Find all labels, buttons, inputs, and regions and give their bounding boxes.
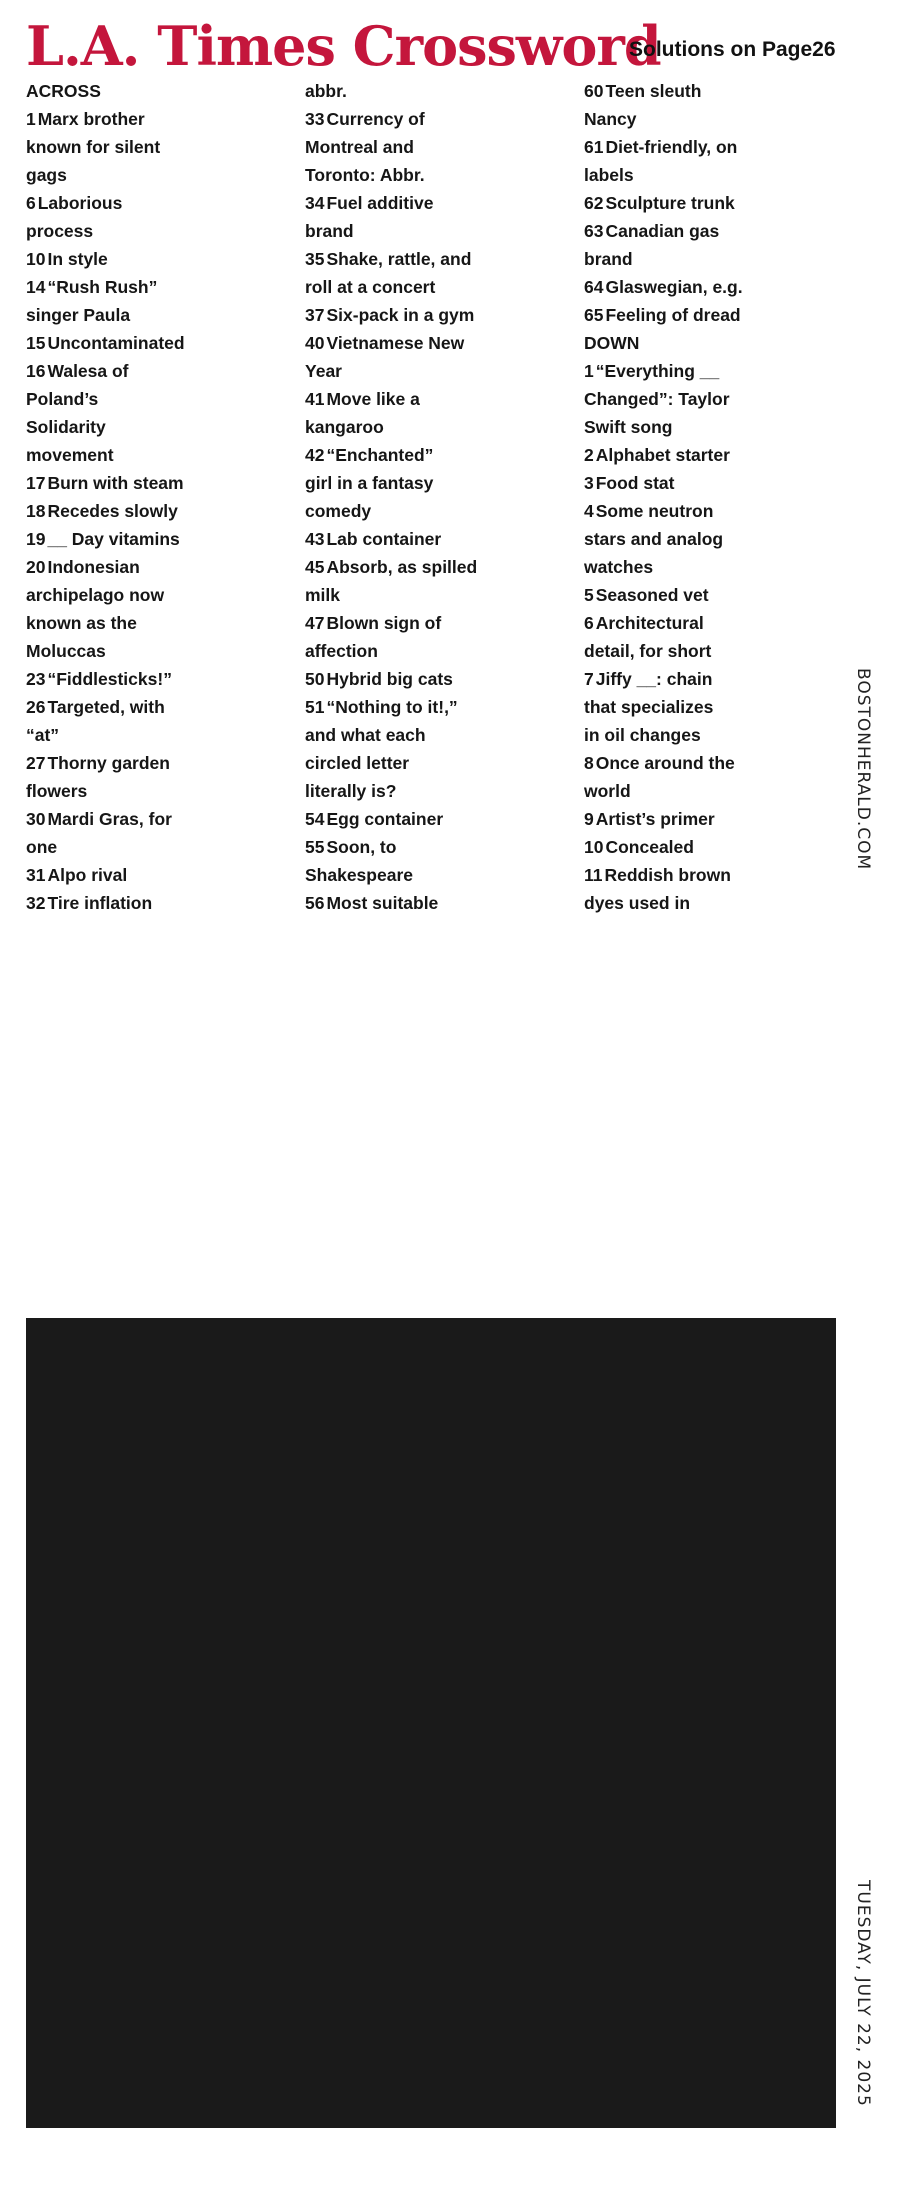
clue-number: 10 [26, 249, 46, 269]
clue-text: abbr. [305, 81, 347, 101]
clue-text: Moluccas [26, 641, 106, 661]
clue-number: 51 [305, 697, 325, 717]
clue-number: 9 [584, 809, 594, 829]
clue-text: Jiffy __: chain [595, 669, 713, 689]
clue-text: Six-pack in a gym [326, 305, 475, 325]
clue-text: Teen sleuth [605, 81, 702, 101]
clue-text: Move like a [326, 389, 420, 409]
clue-text: Toronto: Abbr. [305, 165, 425, 185]
clue-text: Shakespeare [305, 865, 413, 885]
clue-text: literally is? [305, 781, 397, 801]
clue-text: Canadian gas [605, 221, 720, 241]
clue-text: milk [305, 585, 341, 605]
clue-text: Mardi Gras, for [47, 809, 172, 829]
clue-number: 35 [305, 249, 325, 269]
clue-number: 27 [26, 753, 46, 773]
clue-text: Sculpture trunk [605, 193, 735, 213]
clue-text: Artist’s primer [595, 809, 715, 829]
clue-text: dyes used in [584, 893, 691, 913]
clue-text: Once around the [595, 753, 735, 773]
clue-text: brand [305, 221, 354, 241]
clue-text: Walesa of [47, 361, 129, 381]
clue-text: girl in a fantasy [305, 473, 434, 493]
clue-column-1 [26, 77, 286, 917]
clue-number: 1 [584, 361, 594, 381]
clue-number: 31 [26, 865, 46, 885]
clue-number: 34 [305, 193, 325, 213]
clue-text: Uncontaminated [47, 333, 185, 353]
clue-text: Swift song [584, 417, 673, 437]
clue-text: Fuel additive [326, 193, 434, 213]
clue-number: 62 [584, 193, 604, 213]
clue-text: Indonesian [47, 557, 140, 577]
clue-text: Concealed [605, 837, 694, 857]
clue-number: 33 [305, 109, 325, 129]
clue-number: 30 [26, 809, 46, 829]
crossword-grid[interactable] [26, 1318, 836, 2128]
clue-column-3 [584, 77, 844, 917]
clue-text: Poland’s [26, 389, 99, 409]
clue-text: Currency of [326, 109, 425, 129]
clue-number: 16 [26, 361, 46, 381]
clue-number: 47 [305, 613, 325, 633]
clue-text: Recedes slowly [47, 501, 178, 521]
clue-number: 23 [26, 669, 46, 689]
clue-text: roll at a concert [305, 277, 436, 297]
clue-text: detail, for short [584, 641, 712, 661]
page-title: L.A. Times Crossword [26, 14, 661, 78]
clue-text: world [584, 781, 631, 801]
across-heading: ACROSS [26, 81, 101, 101]
solutions-note: Solutions on Page26 [629, 38, 836, 61]
clue-number: 45 [305, 557, 325, 577]
clue-text: Montreal and [305, 137, 414, 157]
clue-number: 64 [584, 277, 604, 297]
clue-text: Food stat [595, 473, 675, 493]
clue-number: 10 [584, 837, 604, 857]
clue-number: 43 [305, 529, 325, 549]
clue-number: 2 [584, 445, 594, 465]
clue-text: Hybrid big cats [326, 669, 453, 689]
clue-text: flowers [26, 781, 88, 801]
clue-number: 65 [584, 305, 604, 325]
clue-text: watches [584, 557, 654, 577]
clue-text: Changed”: Taylor [584, 389, 730, 409]
clue-text: “Enchanted” [326, 445, 434, 465]
clue-text: stars and analog [584, 529, 724, 549]
clue-number: 26 [26, 697, 46, 717]
clue-text: singer Paula [26, 305, 131, 325]
clue-text: movement [26, 445, 114, 465]
clue-text: Nancy [584, 109, 637, 129]
clue-text: and what each [305, 725, 426, 745]
clue-text: kangaroo [305, 417, 384, 437]
clue-text: known as the [26, 613, 137, 633]
clue-number: 41 [305, 389, 325, 409]
clue-number: 20 [26, 557, 46, 577]
clue-number: 14 [26, 277, 46, 297]
clue-text: in oil changes [584, 725, 701, 745]
clue-number: 15 [26, 333, 46, 353]
clue-text: Lab container [326, 529, 442, 549]
clue-number: 60 [584, 81, 604, 101]
clue-number: 56 [305, 893, 325, 913]
clue-text: Most suitable [326, 893, 439, 913]
clue-number: 3 [584, 473, 594, 493]
clue-text: one [26, 837, 58, 857]
clue-text: Thorny garden [47, 753, 170, 773]
clue-text: Glaswegian, e.g. [605, 277, 743, 297]
clue-number: 6 [26, 193, 36, 213]
clue-text: In style [47, 249, 108, 269]
clue-text: that specializes [584, 697, 714, 717]
clue-column-2 [305, 77, 565, 917]
clue-text: Some neutron [595, 501, 714, 521]
website-side-text: BOSTONHERALD.COM [853, 668, 873, 871]
clue-text: labels [584, 165, 634, 185]
clue-text: “Rush Rush” [47, 277, 158, 297]
clue-text: Shake, rattle, and [326, 249, 472, 269]
clue-text: “Nothing to it!,” [326, 697, 458, 717]
clue-text: Alpo rival [47, 865, 128, 885]
clue-text: Tire inflation [47, 893, 153, 913]
clue-number: 54 [305, 809, 325, 829]
clue-number: 7 [584, 669, 594, 689]
clue-text: Architectural [595, 613, 704, 633]
clue-text: Reddish brown [604, 865, 731, 885]
clue-text: comedy [305, 501, 372, 521]
clue-text: Marx brother [37, 109, 145, 129]
clue-text: process [26, 221, 94, 241]
clue-number: 55 [305, 837, 325, 857]
clue-text: Year [305, 361, 342, 381]
clue-text: Burn with steam [47, 473, 184, 493]
clue-text: Diet-friendly, on [605, 137, 738, 157]
clue-text: Absorb, as spilled [326, 557, 478, 577]
clue-number: 18 [26, 501, 46, 521]
clue-text: known for silent [26, 137, 161, 157]
clue-number: 8 [584, 753, 594, 773]
clue-number: 40 [305, 333, 325, 353]
clue-number: 6 [584, 613, 594, 633]
clue-number: 4 [584, 501, 594, 521]
clue-text: affection [305, 641, 378, 661]
date-side-text: TUESDAY, JULY 22, 2025 [853, 1880, 873, 2107]
clue-number: 32 [26, 893, 46, 913]
clue-number: 5 [584, 585, 594, 605]
clue-text: Solidarity [26, 417, 106, 437]
clue-text: Targeted, with [47, 697, 165, 717]
clue-text: Soon, to [326, 837, 397, 857]
clue-text: “at” [26, 725, 60, 745]
clue-number: 37 [305, 305, 325, 325]
clue-text: __ Day vitamins [47, 529, 180, 549]
clue-text: Feeling of dread [605, 305, 741, 325]
clue-text: Vietnamese New [326, 333, 465, 353]
clue-number: 63 [584, 221, 604, 241]
clue-text: archipelago now [26, 585, 165, 605]
clue-text: circled letter [305, 753, 410, 773]
clue-number: 50 [305, 669, 325, 689]
clue-text: “Everything __ [595, 361, 720, 381]
clue-text: gags [26, 165, 67, 185]
clue-text: Blown sign of [326, 613, 442, 633]
clue-text: Seasoned vet [595, 585, 709, 605]
down-heading: DOWN [584, 333, 640, 353]
clue-number: 42 [305, 445, 325, 465]
clue-number: 61 [584, 137, 604, 157]
clue-text: Egg container [326, 809, 444, 829]
clue-text: Laborious [37, 193, 123, 213]
clue-text: brand [584, 249, 633, 269]
clue-number: 17 [26, 473, 46, 493]
clue-text: “Fiddlesticks!” [47, 669, 172, 689]
clue-text: Alphabet starter [595, 445, 730, 465]
clue-number: 19 [26, 529, 46, 549]
clue-number: 11 [584, 865, 603, 885]
clue-number: 1 [26, 109, 36, 129]
